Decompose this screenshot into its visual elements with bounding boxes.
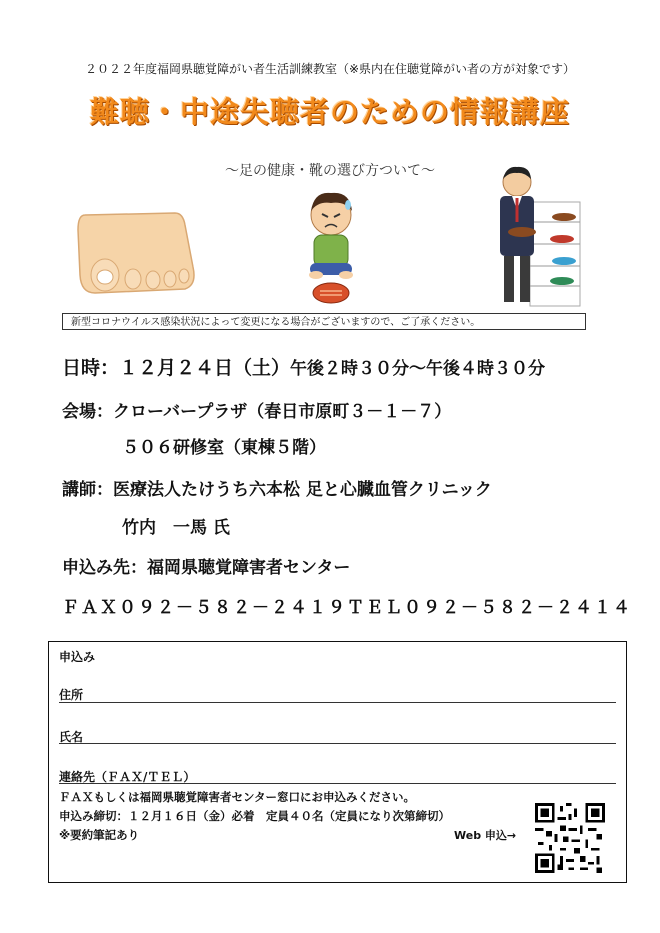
- form-name-label: 氏名: [59, 730, 84, 744]
- form-note-captioning: ※要約筆記あり: [59, 828, 140, 842]
- apply-to: 申込み先：福岡県聴覚障害者センター: [62, 558, 351, 578]
- form-note-fax: ＦＡＸもしくは福岡県聴覚障害者センター窓口にお申込みください。: [59, 790, 416, 804]
- boy-in-pain-illustration: [300, 185, 362, 305]
- contact-field[interactable]: [59, 783, 616, 784]
- event-venue: 会場：クローバープラザ（春日市原町３－１－７）: [62, 402, 452, 422]
- name-field[interactable]: [59, 743, 616, 744]
- event-date: [62, 353, 545, 380]
- form-apply-label: 申込み: [59, 650, 96, 664]
- fax-tel: ＦＡＸ０９２－５８２－２４１９ＴＥＬ０９２－５８２－２４１４: [62, 598, 632, 618]
- page-title: 難聴・中途失聴者のための情報講座: [89, 95, 570, 129]
- event-time: 午後２時３０分～午後４時３０分: [290, 359, 546, 379]
- form-address-label: 住所: [59, 688, 84, 702]
- application-form: [48, 641, 627, 883]
- event-lecturer-name: 竹内 一馬 氏: [122, 518, 230, 538]
- notice-box: 新型コロナウイルス感染状況によって変更になる場合がございますので、ご了承ください。: [62, 313, 586, 330]
- event-lecturer: 講師：医療法人たけうち六本松 足と心臓血管クリニック: [62, 480, 492, 500]
- event-series-line: ２０２２年度福岡県聴覚障がい者生活訓練教室（※県内在住聴覚障がい者の方が対象です）: [84, 62, 576, 76]
- qr-code[interactable]: [535, 803, 605, 873]
- page-subtitle: ～足の健康・靴の選び方ついて～: [225, 163, 435, 179]
- shoe-shop-clerk-illustration: [492, 162, 582, 310]
- address-field[interactable]: [59, 702, 616, 703]
- form-note-deadline: 申込み締切：１２月１６日（金）必着 定員４０名（定員になり次第締切）: [59, 809, 450, 823]
- form-contact-label: 連絡先（ＦＡＸ/ＴＥＬ）: [59, 770, 196, 784]
- web-apply-label: Web 申込→: [454, 829, 517, 842]
- foot-illustration: [75, 205, 200, 297]
- event-venue-room: ５０６研修室（東棟５階）: [122, 438, 326, 458]
- event-date-main: 日時：１２月２４日（土）: [62, 357, 291, 379]
